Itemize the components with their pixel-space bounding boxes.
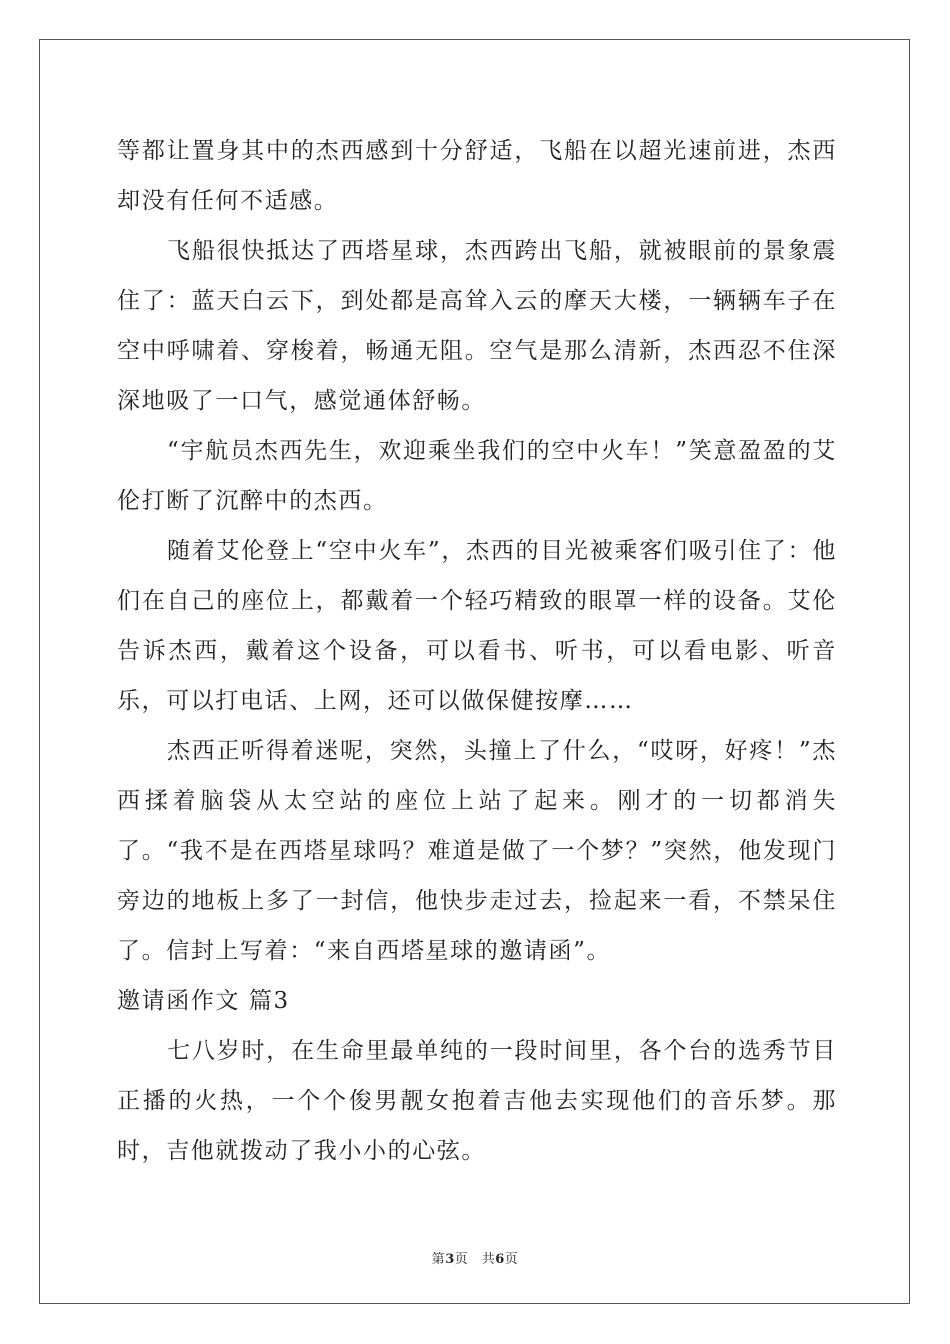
paragraph-6: 七八岁时，在生命里最单纯的一段时间里，各个台的选秀节目正播的火热，一个个俊男靓女抱着吉他去实现他们的音乐梦。那时，吉他就拨动了我小小的心弦。 — [117, 1038, 837, 1164]
paragraph-5: 杰西正听得着迷呢，突然，头撞上了什么，“哎呀，好疼！”杰西揉着脑袋从太空站的座位上站了起来。刚才的一切都消失了。“我不是在西塔星球吗？难道是做了一个梦？”突然，他发现门旁边的地板上多了一封信，他快步走过去，捡起来一看，不禁呆住了。信封上写着：“来自西塔星球的邀请函”。 — [117, 738, 837, 964]
footer-suffix: 页 — [504, 1252, 519, 1267]
footer-page-total: 6 — [495, 1252, 505, 1267]
paragraph-2: 飞船很快抵达了西塔星球，杰西跨出飞船，就被眼前的景象震住了：蓝天白云下，到处都是高耸入云的摩天大楼，一辆辆车子在空中呼啸着、穿梭着，畅通无阻。空气是那么清新，杰西忍不住深深地吸了一口气，感觉通体舒畅。 — [117, 238, 837, 414]
footer-prefix: 第 — [431, 1252, 446, 1267]
page-footer — [0, 1248, 950, 1267]
footer-mid: 页 共 — [454, 1252, 496, 1267]
document-body — [117, 126, 837, 1176]
paragraph-4: 随着艾伦登上“空中火车”，杰西的目光被乘客们吸引住了：他们在自己的座位上，都戴着一个轻巧精致的眼罩一样的设备。艾伦告诉杰西，戴着这个设备，可以看书、听书，可以看电影、听音乐，可以打电话、上网，还可以做保健按摩…… — [117, 538, 837, 714]
section-heading: 邀请函作文 篇3 — [117, 988, 290, 1014]
paragraph-1: 等都让置身其中的杰西感到十分舒适，飞船在以超光速前进，杰西却没有任何不适感。 — [117, 138, 837, 214]
footer-page-current: 3 — [445, 1252, 455, 1267]
paragraph-3: “宇航员杰西先生，欢迎乘坐我们的空中火车！”笑意盈盈的艾伦打断了沉醉中的杰西。 — [117, 438, 837, 514]
